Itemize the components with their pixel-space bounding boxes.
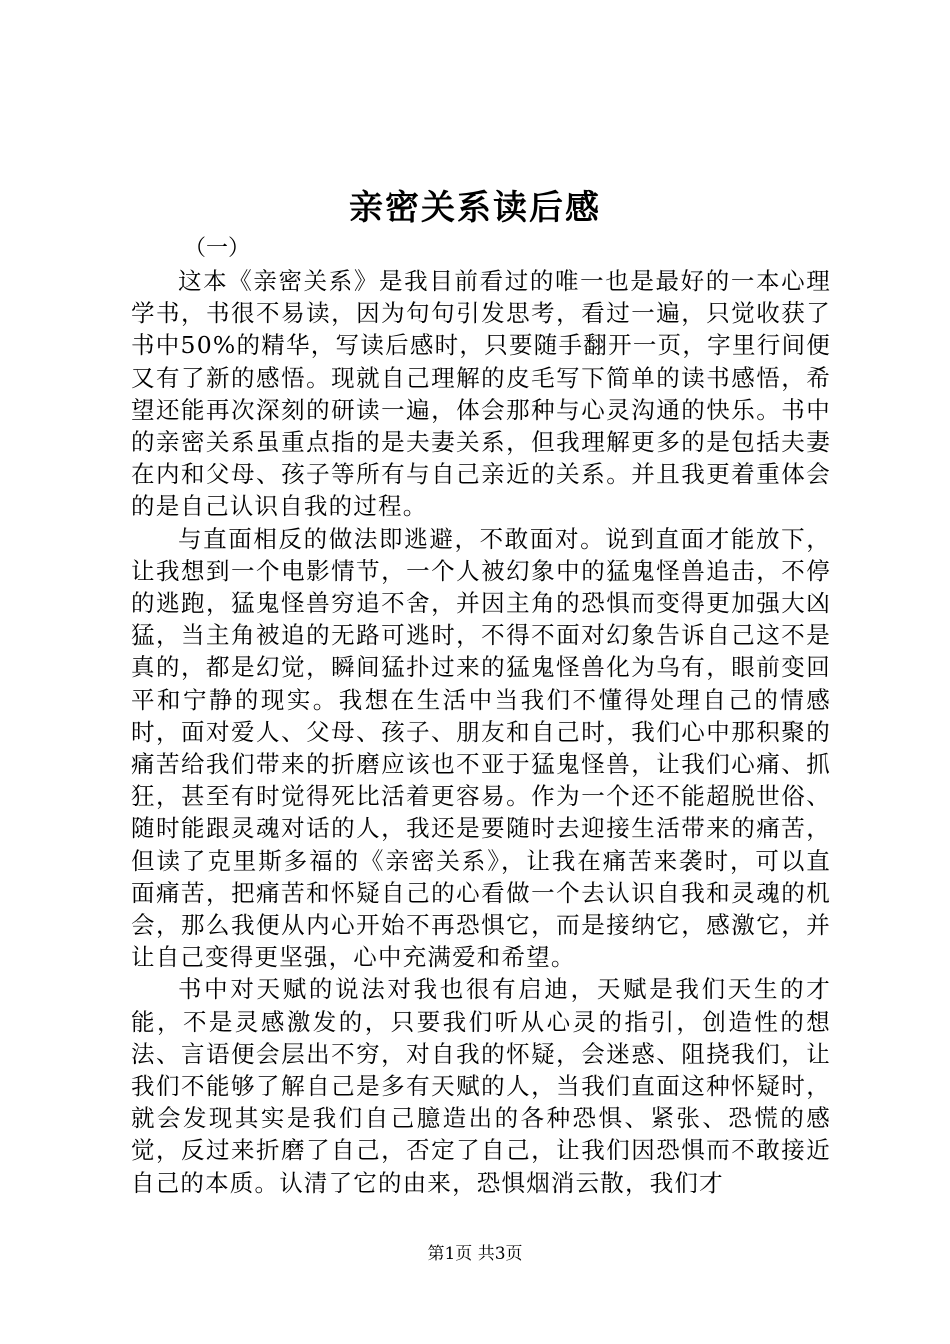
document-body	[131, 265, 831, 1199]
section-label: （一）	[184, 236, 251, 261]
document-title: 亲密关系读后感	[349, 188, 601, 228]
paragraph: 书中对天赋的说法对我也很有启迪，天赋是我们天生的才能，不是灵感激发的，只要我们听从心灵的指引，创造性的想法、言语便会层出不穷，对自我的怀疑，会迷惑、阻挠我们，让我们不能够了解自己是多有天赋的人，当我们直面这种怀疑时，就会发现其实是我们自己臆造出的各种恐惧、紧张、恐慌的感觉，反过来折磨了自己，否定了自己，让我们因恐惧而不敢接近自己的本质。认清了它的由来，恐惧烟消云散，我们才	[131, 975, 831, 1197]
paragraph: 这本《亲密关系》是我目前看过的唯一也是最好的一本心理学书，书很不易读，因为句句引发思考，看过一遍，只觉收获了书中50%的精华，写读后感时，只要随手翻开一页，字里行间便又有了新的感悟。现就自己理解的皮毛写下简单的读书感悟，希望还能再次深刻的研读一遍，体会那种与心灵沟通的快乐。书中的亲密关系虽重点指的是夫妻关系，但我理解更多的是包括夫妻在内和父母、孩子等所有与自己亲近的关系。并且我更着重体会的是自己认识自我的过程。	[131, 267, 831, 521]
page-footer: 第1页 共3页	[427, 1244, 523, 1264]
paragraph: 与直面相反的做法即逃避，不敢面对。说到直面才能放下，让我想到一个电影情节，一个人被幻象中的猛鬼怪兽追击，不停的逃跑，猛鬼怪兽穷追不舍，并因主角的恐惧而变得更加强大凶猛，当主角被追的无路可逃时，不得不面对幻象告诉自己这不是真的，都是幻觉，瞬间猛扑过来的猛鬼怪兽化为乌有，眼前变回平和宁静的现实。我想在生活中当我们不懂得处理自己的情感时，面对爱人、父母、孩子、朋友和自己时，我们心中那积聚的痛苦给我们带来的折磨应该也不亚于猛鬼怪兽，让我们心痛、抓狂，甚至有时觉得死比活着更容易。作为一个还不能超脱世俗、随时能跟灵魂对话的人，我还是要随时去迎接生活带来的痛苦，但读了克里斯多福的《亲密关系》，让我在痛苦来袭时，可以直面痛苦，把痛苦和怀疑自己的心看做一个去认识自我和灵魂的机会，那么我便从内心开始不再恐惧它，而是接纳它，感激它，并让自己变得更坚强，心中充满爱和希望。	[131, 524, 831, 972]
